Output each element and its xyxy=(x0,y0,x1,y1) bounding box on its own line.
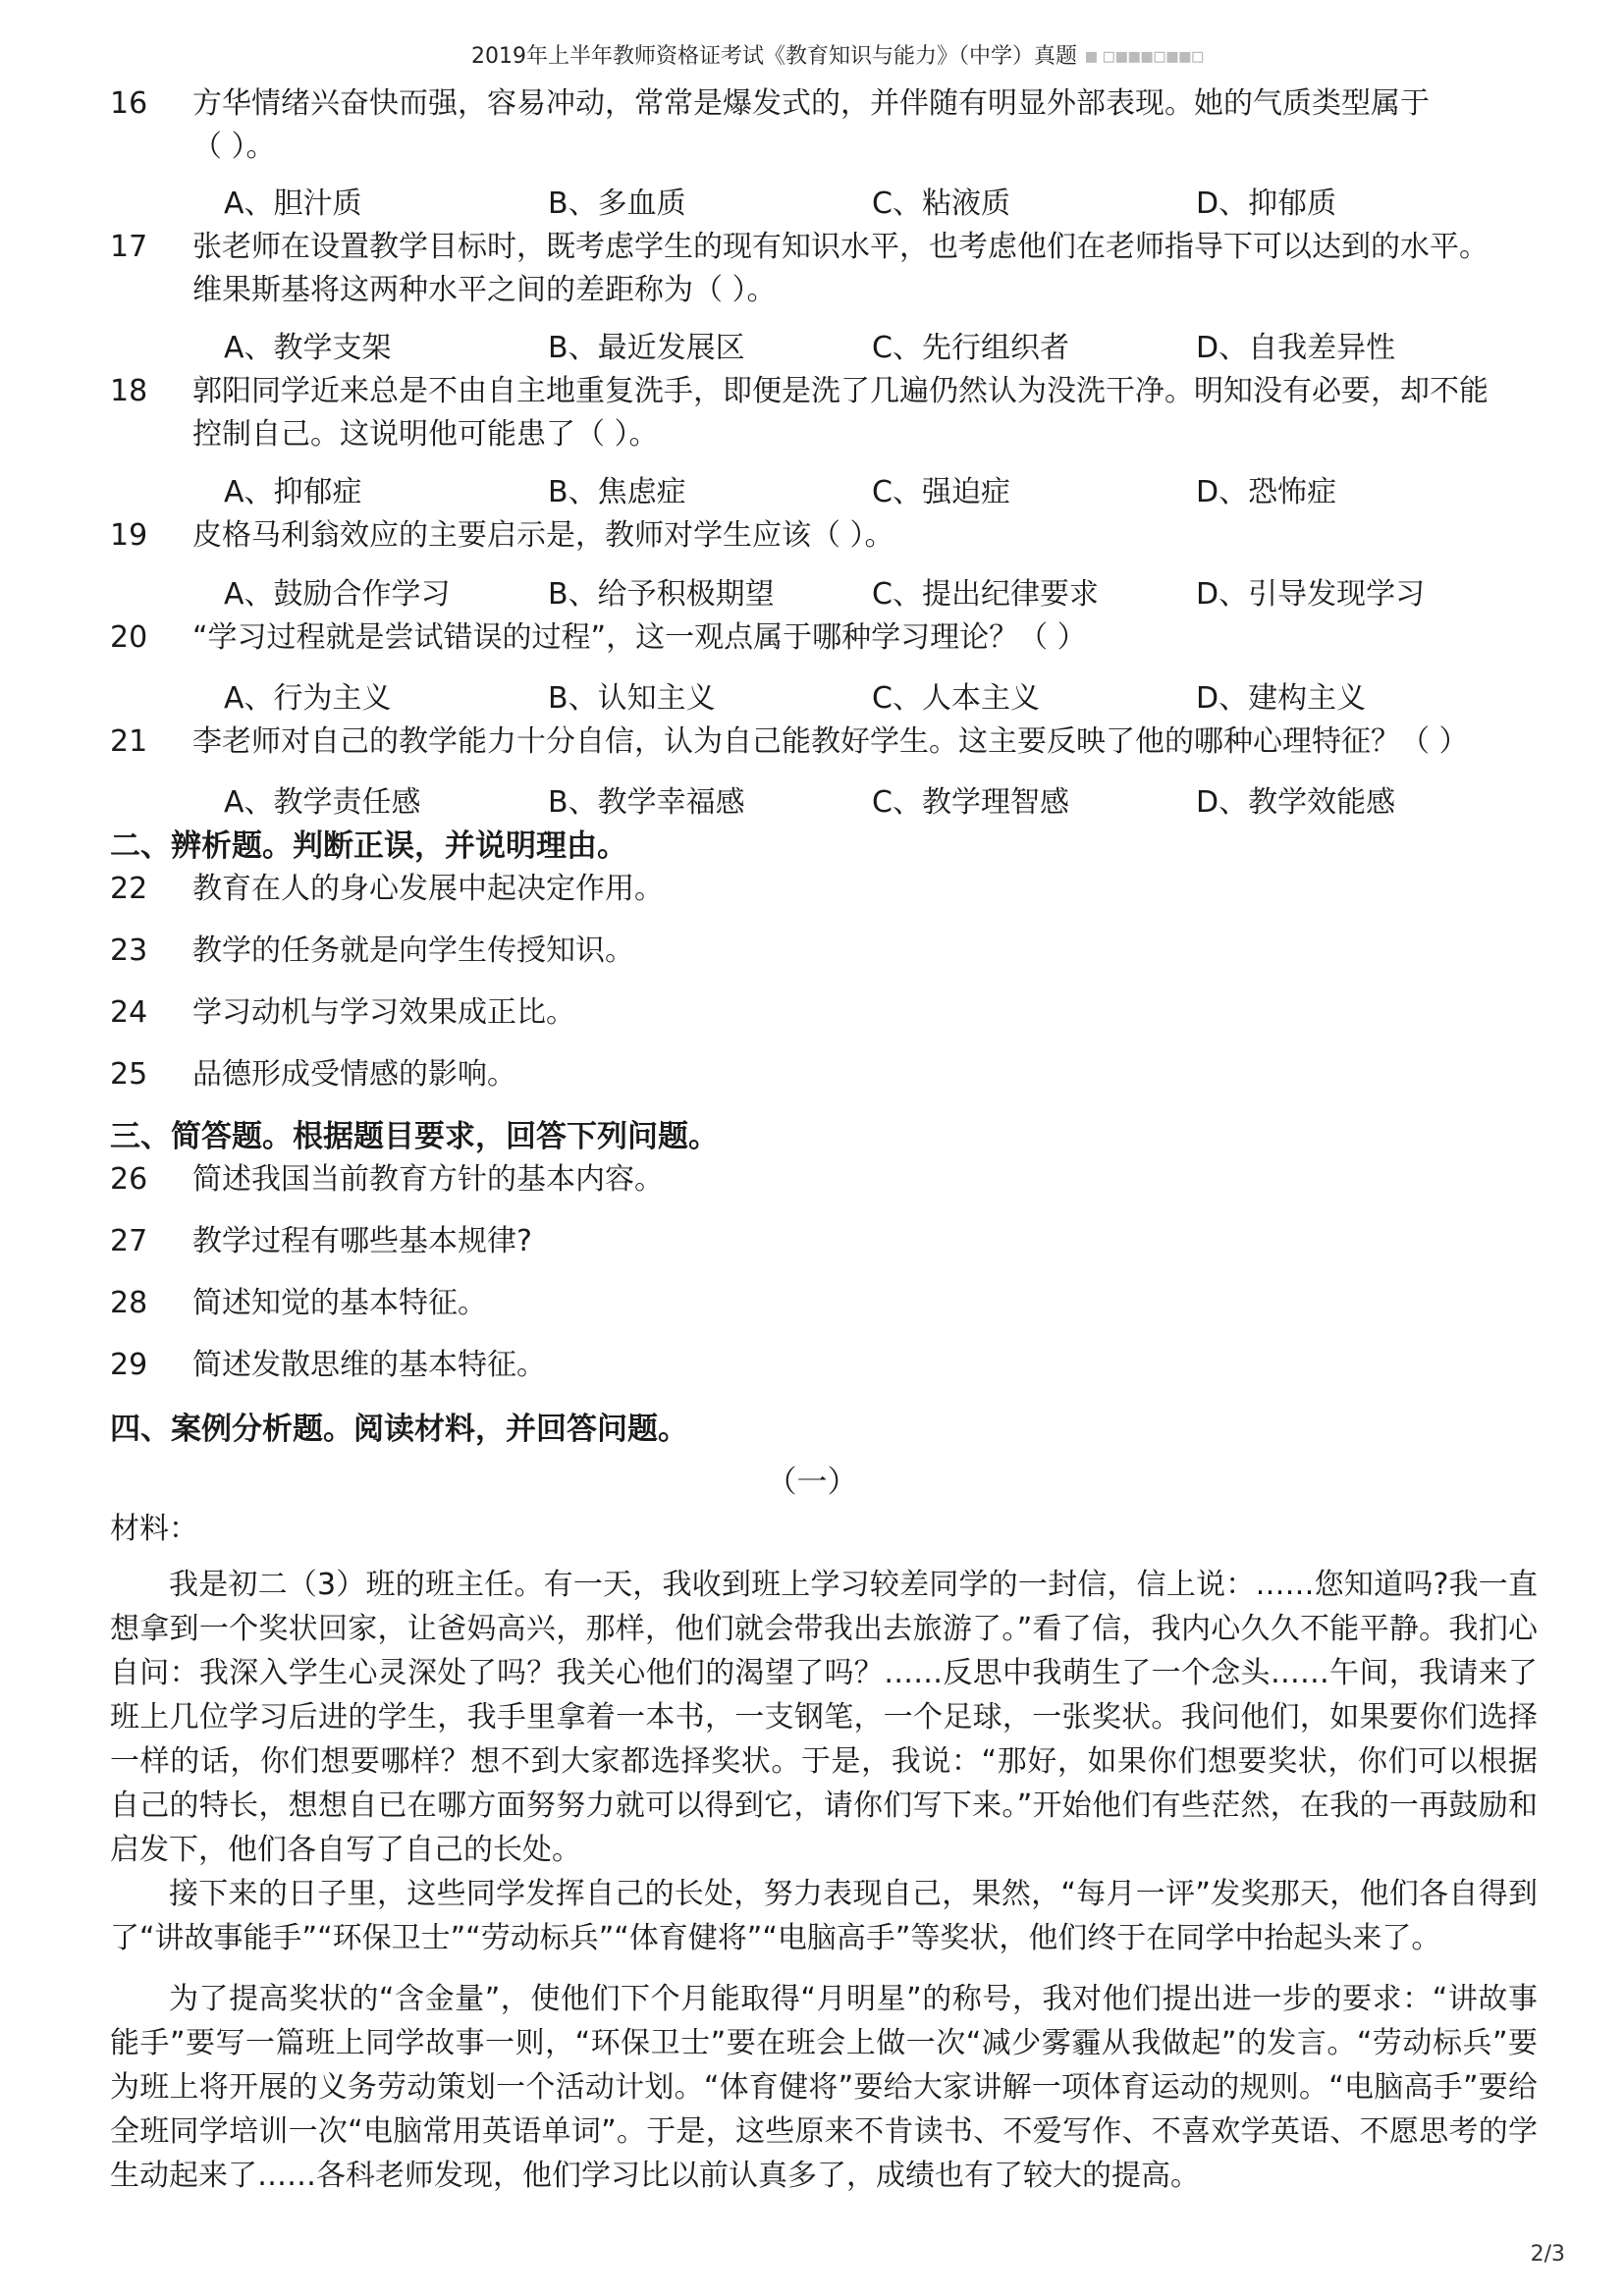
header-smudge: ▪ ▫▪▪▪▫▪▪▫ xyxy=(1084,44,1204,69)
question-line: 李老师对自己的教学能力十分自信，认为自己能教好学生。这主要反映了他的哪种心理特征？（ ） xyxy=(192,724,1469,759)
question-number: 19 xyxy=(110,518,148,553)
section-title-4: 四、案例分析题。阅读材料，并回答问题。 xyxy=(110,1412,688,1447)
option-a: A、行为主义 xyxy=(224,681,392,716)
question-number: 20 xyxy=(110,620,148,655)
question-line: （ ）。 xyxy=(192,130,276,164)
section-title-3: 三、简答题。根据题目要求，回答下列问题。 xyxy=(110,1119,719,1154)
option-c: C、提出纪律要求 xyxy=(872,577,1099,612)
question-number: 25 xyxy=(110,1057,148,1092)
question-text: 教学的任务就是向学生传授知识。 xyxy=(192,934,634,968)
question-line: 控制自己。这说明他可能患了（ ）。 xyxy=(192,417,659,452)
question-number: 18 xyxy=(110,374,148,408)
question-text: 简述发散思维的基本特征。 xyxy=(192,1348,546,1382)
question-text: 学习动机与学习效果成正比。 xyxy=(192,995,575,1030)
material-paragraph: 为了提高奖状的“含金量”，使他们下个月能取得“月明星”的称号，我对他们提出进一步的要求：“讲故事能手”要写一篇班上同学故事一则，“环保卫士”要在班会上做一次“减少雾霾从我做起”的发言。“劳动标兵”要为班上将开展的义务劳动策划一个活动计划。“体育健将”要给大家讲解一项体育运动的规则。“电脑高手”要给全班同学培训一次“电脑常用英语单词”。于是，这些原来不肯读书、不爱写作、不喜欢学英语、不愿思考的学生动起来了……各科老师发现，他们学习比以前认真多了，成绩也有了较大的提高。 xyxy=(110,1982,1538,2193)
option-d: D、自我差异性 xyxy=(1196,331,1396,365)
question-text xyxy=(192,82,1538,169)
question-text: 品德形成受情感的影响。 xyxy=(192,1057,516,1092)
question-number: 23 xyxy=(110,934,148,968)
question-number: 27 xyxy=(110,1224,148,1258)
option-c: C、教学理智感 xyxy=(872,785,1069,820)
option-b: B、焦虑症 xyxy=(548,475,686,509)
question-line: 郭阳同学近来总是不由自主地重复洗手，即便是洗了几遍仍然认为没洗干净。明知没有必要，却不能 xyxy=(192,374,1489,408)
option-a: A、胆汁质 xyxy=(224,187,362,221)
option-b: B、最近发展区 xyxy=(548,331,745,365)
header-title: 2019年上半年教师资格证考试《教育知识与能力》（中学）真题 xyxy=(471,44,1077,69)
option-d: D、恐怖症 xyxy=(1196,475,1337,509)
page-number: 2/3 xyxy=(1530,2242,1565,2267)
question-line: 张老师在设置教学目标时，既考虑学生的现有知识水平，也考虑他们在老师指导下可以达到的水平。 xyxy=(192,230,1489,264)
question-text xyxy=(192,721,1538,764)
question-text: 简述知觉的基本特征。 xyxy=(192,1286,487,1320)
question-line: “学习过程就是尝试错误的过程”，这一观点属于哪种学习理论？（ ） xyxy=(192,620,1087,655)
page-header xyxy=(471,39,1355,70)
option-c: C、粘液质 xyxy=(872,187,1010,221)
case-number: （一） xyxy=(766,1465,858,1500)
question-line: 维果斯基将这两种水平之间的差距称为（ ）。 xyxy=(192,273,777,307)
question-number: 26 xyxy=(110,1162,148,1197)
option-b: B、认知主义 xyxy=(548,681,716,716)
option-b: B、多血质 xyxy=(548,187,686,221)
option-d: D、建构主义 xyxy=(1196,681,1367,716)
option-d: D、引导发现学习 xyxy=(1196,577,1426,612)
option-a: A、鼓励合作学习 xyxy=(224,577,451,612)
option-a: A、教学责任感 xyxy=(224,785,421,820)
material-paragraph: 接下来的日子里，这些同学发挥自己的长处，努力表现自己，果然，“每月一评”发奖那天，他们各自得到了“讲故事能手”“环保卫士”“劳动标兵”“体育健将”“电脑高手”等奖状，他们终于在同学中抬起头来了。 xyxy=(110,1877,1538,1955)
question-text xyxy=(192,514,1538,558)
option-b: B、教学幸福感 xyxy=(548,785,745,820)
question-number: 28 xyxy=(110,1286,148,1320)
option-b: B、给予积极期望 xyxy=(548,577,775,612)
material-label: 材料： xyxy=(110,1512,198,1546)
question-number: 17 xyxy=(110,230,148,264)
question-line: 皮格马利翁效应的主要启示是，教师对学生应该（ ）。 xyxy=(192,518,894,553)
question-text xyxy=(192,226,1538,312)
option-a: A、教学支架 xyxy=(224,331,392,365)
option-c: C、人本主义 xyxy=(872,681,1040,716)
option-c: C、强迫症 xyxy=(872,475,1010,509)
question-number: 29 xyxy=(110,1348,148,1382)
material-paragraph: 我是初二（3）班的班主任。有一天，我收到班上学习较差同学的一封信，信上说：……您知道吗?我一直想拿到一个奖状回家，让爸妈高兴，那样，他们就会带我出去旅游了。”看了信，我内心久久不能平静。我扪心自问：我深入学生心灵深处了吗？我关心他们的渴望了吗？……反思中我萌生了一个念头……午间，我请来了班上几位学习后进的学生，我手里拿着一本书，一支钢笔，一个足球，一张奖状。我问他们，如果要你们选择一样的话，你们想要哪样？想不到大家都选择奖状。于是，我说：“那好，如果你们想要奖状，你们可以根据自己的特长，想想自已在哪方面努努力就可以得到它，请你们写下来。”开始他们有些茫然，在我的一再鼓励和启发下，他们各自写了自己的长处。 xyxy=(110,1568,1538,1867)
question-text xyxy=(192,370,1538,456)
question-number: 21 xyxy=(110,724,148,759)
question-line: 方华情绪兴奋快而强，容易冲动，常常是爆发式的，并伴随有明显外部表现。她的气质类型属于 xyxy=(192,86,1430,121)
option-d: D、抑郁质 xyxy=(1196,187,1337,221)
question-text xyxy=(192,616,1538,660)
question-number: 24 xyxy=(110,995,148,1030)
question-text: 教学过程有哪些基本规律? xyxy=(192,1224,532,1258)
question-text: 教育在人的身心发展中起决定作用。 xyxy=(192,872,664,906)
question-number: 22 xyxy=(110,872,148,906)
option-d: D、教学效能感 xyxy=(1196,785,1396,820)
option-c: C、先行组织者 xyxy=(872,331,1069,365)
section-title-2: 二、辨析题。判断正误，并说明理由。 xyxy=(110,828,627,864)
question-text: 简述我国当前教育方针的基本内容。 xyxy=(192,1162,664,1197)
option-a: A、抑郁症 xyxy=(224,475,362,509)
question-number: 16 xyxy=(110,86,148,121)
